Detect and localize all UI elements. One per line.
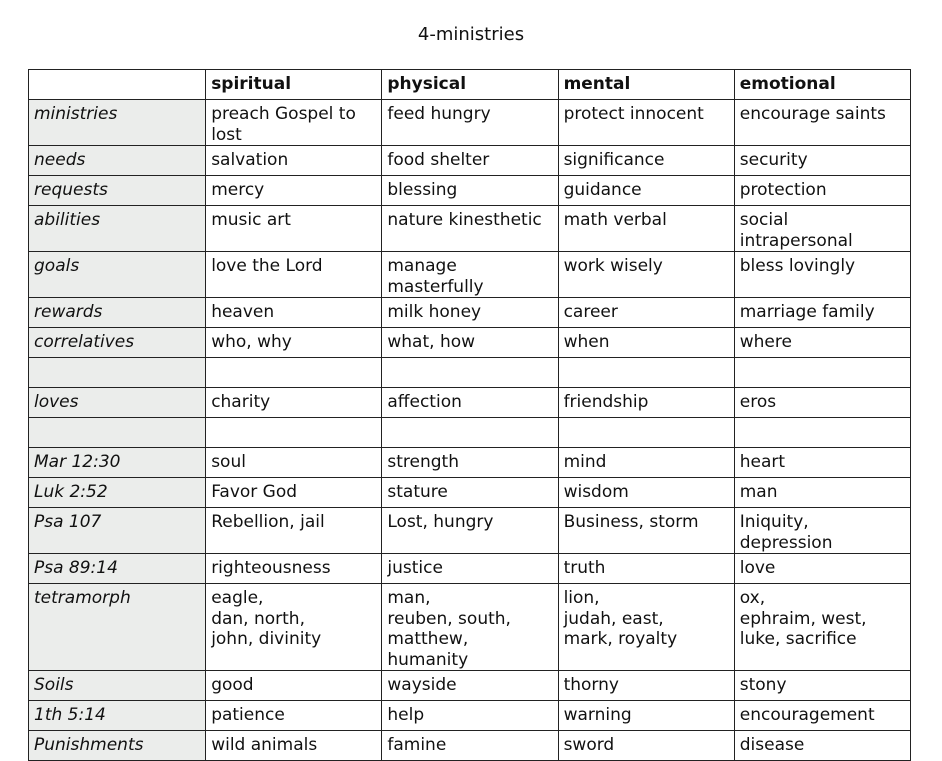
cell-mental: significance xyxy=(558,146,734,176)
row-label: Mar 12:30 xyxy=(29,448,206,478)
table-row xyxy=(29,508,911,554)
column-header-mental: mental xyxy=(558,70,734,100)
cell-mental: when xyxy=(558,328,734,358)
table-row xyxy=(29,671,911,701)
table-row xyxy=(29,146,911,176)
cell-emotional: heart xyxy=(734,448,910,478)
cell-emotional: encourage saints xyxy=(734,100,910,146)
row-label: 1th 5:14 xyxy=(29,701,206,731)
cell-mental: warning xyxy=(558,701,734,731)
cell-physical: feed hungry xyxy=(382,100,558,146)
page-title: 4-ministries xyxy=(417,24,525,45)
cell-spiritual: music art xyxy=(206,206,382,252)
cell-emotional: stony xyxy=(734,671,910,701)
cell-emotional: encouragement xyxy=(734,701,910,731)
row-label: loves xyxy=(29,388,206,418)
cell-spiritual: righteousness xyxy=(206,554,382,584)
cell-physical: affection xyxy=(382,388,558,418)
cell-emotional: social intrapersonal xyxy=(734,206,910,252)
cell-spiritual: patience xyxy=(206,701,382,731)
cell-physical: wayside xyxy=(382,671,558,701)
cell-mental: lion, judah, east, mark, royalty xyxy=(558,584,734,671)
cell-mental: friendship xyxy=(558,388,734,418)
cell-emotional: marriage family xyxy=(734,298,910,328)
table-row xyxy=(29,448,911,478)
table-row xyxy=(29,584,911,671)
cell-spiritual: charity xyxy=(206,388,382,418)
column-header-physical: physical xyxy=(382,70,558,100)
cell-mental: thorny xyxy=(558,671,734,701)
header-row xyxy=(29,70,911,100)
cell-mental: protect innocent xyxy=(558,100,734,146)
table-row xyxy=(29,388,911,418)
table-row xyxy=(29,358,911,388)
column-header-emotional: emotional xyxy=(734,70,910,100)
cell-emotional: eros xyxy=(734,388,910,418)
cell-spiritual: who, why xyxy=(206,328,382,358)
cell-physical: what, how xyxy=(382,328,558,358)
row-label: requests xyxy=(29,176,206,206)
table-row xyxy=(29,418,911,448)
cell-physical: stature xyxy=(382,478,558,508)
row-label: correlatives xyxy=(29,328,206,358)
cell-mental xyxy=(558,418,734,448)
cell-spiritual: good xyxy=(206,671,382,701)
cell-mental: sword xyxy=(558,731,734,761)
cell-mental: truth xyxy=(558,554,734,584)
cell-spiritual: Rebellion, jail xyxy=(206,508,382,554)
cell-spiritual: preach Gospel to lost xyxy=(206,100,382,146)
row-label: Psa 89:14 xyxy=(29,554,206,584)
cell-emotional: man xyxy=(734,478,910,508)
table-body xyxy=(29,100,911,761)
cell-physical: manage masterfully xyxy=(382,252,558,298)
table-row xyxy=(29,176,911,206)
table-row xyxy=(29,252,911,298)
ministries-table xyxy=(28,69,911,761)
cell-mental: career xyxy=(558,298,734,328)
cell-spiritual: heaven xyxy=(206,298,382,328)
cell-mental: guidance xyxy=(558,176,734,206)
cell-emotional: where xyxy=(734,328,910,358)
cell-mental: math verbal xyxy=(558,206,734,252)
cell-spiritual: love the Lord xyxy=(206,252,382,298)
cell-physical: famine xyxy=(382,731,558,761)
row-label: needs xyxy=(29,146,206,176)
table-row xyxy=(29,298,911,328)
cell-emotional: Iniquity, depression xyxy=(734,508,910,554)
table-row xyxy=(29,206,911,252)
cell-physical: blessing xyxy=(382,176,558,206)
row-label: goals xyxy=(29,252,206,298)
cell-spiritual: soul xyxy=(206,448,382,478)
cell-emotional: love xyxy=(734,554,910,584)
cell-mental: mind xyxy=(558,448,734,478)
cell-emotional: security xyxy=(734,146,910,176)
table-row xyxy=(29,478,911,508)
cell-physical: man, reuben, south, matthew, humanity xyxy=(382,584,558,671)
table-row xyxy=(29,328,911,358)
cell-physical: nature kinesthetic xyxy=(382,206,558,252)
cell-emotional: protection xyxy=(734,176,910,206)
row-label: abilities xyxy=(29,206,206,252)
table-row xyxy=(29,731,911,761)
row-label: rewards xyxy=(29,298,206,328)
cell-spiritual: eagle, dan, north, john, divinity xyxy=(206,584,382,671)
cell-spiritual: wild animals xyxy=(206,731,382,761)
cell-mental: work wisely xyxy=(558,252,734,298)
table-row xyxy=(29,100,911,146)
row-label xyxy=(29,358,206,388)
cell-emotional: ox, ephraim, west, luke, sacrifice xyxy=(734,584,910,671)
cell-spiritual xyxy=(206,418,382,448)
table-row xyxy=(29,554,911,584)
cell-emotional xyxy=(734,358,910,388)
table-row xyxy=(29,701,911,731)
cell-physical xyxy=(382,418,558,448)
column-header-spiritual: spiritual xyxy=(206,70,382,100)
cell-physical: justice xyxy=(382,554,558,584)
row-label: Luk 2:52 xyxy=(29,478,206,508)
cell-physical: milk honey xyxy=(382,298,558,328)
row-label xyxy=(29,418,206,448)
cell-physical: help xyxy=(382,701,558,731)
cell-spiritual: Favor God xyxy=(206,478,382,508)
cell-emotional xyxy=(734,418,910,448)
cell-emotional: bless lovingly xyxy=(734,252,910,298)
cell-physical: food shelter xyxy=(382,146,558,176)
row-label: ministries xyxy=(29,100,206,146)
cell-mental: Business, storm xyxy=(558,508,734,554)
row-label: Psa 107 xyxy=(29,508,206,554)
row-label: Soils xyxy=(29,671,206,701)
cell-mental: wisdom xyxy=(558,478,734,508)
cell-spiritual: mercy xyxy=(206,176,382,206)
row-label: tetramorph xyxy=(29,584,206,671)
cell-emotional: disease xyxy=(734,731,910,761)
cell-physical xyxy=(382,358,558,388)
column-header-corner xyxy=(29,70,206,100)
cell-physical: Lost, hungry xyxy=(382,508,558,554)
row-label: Punishments xyxy=(29,731,206,761)
cell-spiritual: salvation xyxy=(206,146,382,176)
cell-mental xyxy=(558,358,734,388)
cell-spiritual xyxy=(206,358,382,388)
cell-physical: strength xyxy=(382,448,558,478)
